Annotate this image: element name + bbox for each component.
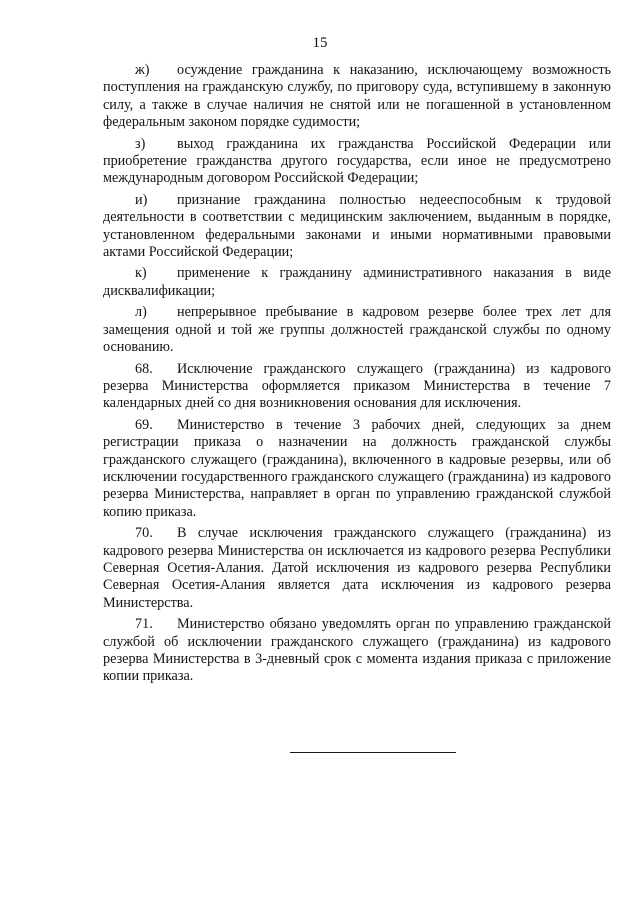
item-marker: з) (135, 135, 146, 152)
paragraph-69 (103, 417, 611, 521)
paragraph-text: осуждение гражданина к наказанию, исключающему возможность поступления на гражданскую службу, по приговору суда, вступившему в законную силу, а также в случае наличия не снятой или не погашенной в установленном федеральным законом порядке судимости; (103, 62, 611, 131)
document-body (103, 62, 611, 690)
paragraph-k (103, 265, 611, 300)
paragraph-z (103, 136, 611, 188)
paragraph-text: Министерство в течение 3 рабочих дней, следующих за днем регистрации приказа о назначении на должность гражданской службы гражданского служащего (гражданина), включенного в кадровые резервы, или об исключении государственного гражданского служащего (гражданина) из кадрового резерва Министерства, направляет в орган по управлению гражданской службой копию приказа. (103, 416, 611, 520)
paragraph-text: применение к гражданину административного наказания в виде дисквалификации; (103, 265, 611, 299)
item-marker: к) (135, 265, 147, 282)
item-marker: ж) (135, 62, 150, 78)
item-marker: л) (135, 304, 147, 321)
paragraph-text: Министерство обязано уведомлять орган по управлению гражданской службой об исключении гражданского служащего (гражданина) из кадрового резерва Министерства в 3-дневный срок с момента издания приказа с приложение копии приказа. (103, 616, 611, 685)
paragraph-text: выход гражданина их гражданства Российской Федерации или приобретение гражданства другого государства, если иное не предусмотрено международным договором Российской Федерации; (103, 135, 611, 187)
paragraph-70 (103, 525, 611, 612)
closing-divider-line (290, 752, 456, 753)
paragraph-i (103, 192, 611, 262)
paragraph-68 (103, 361, 611, 413)
item-marker: 68. (135, 360, 153, 377)
paragraph-text: непрерывное пребывание в кадровом резерве более трех лет для замещения одной и той же группы должностей гражданской службы по одному основанию. (103, 304, 611, 356)
item-marker: и) (135, 191, 148, 208)
page-number: 15 (312, 35, 328, 51)
item-marker: 71. (135, 616, 153, 633)
item-marker: 70. (135, 525, 153, 542)
paragraph-text: признание гражданина полностью недееспособным к трудовой деятельности в соответствии с медицинским заключением, выданным в порядке, установленном федеральными законами и иными нормативными правовыми актами Российской Федерации; (103, 191, 611, 261)
paragraph-l (103, 304, 611, 356)
paragraph-text: Исключение гражданского служащего (гражданина) из кадрового резерва Министерства оформляется приказом Министерства в течение 7 календарных дней со дня возникновения основания для исключения. (103, 360, 611, 412)
paragraph-text: В случае исключения гражданского служащего (гражданина) из кадрового резерва Министерства он исключается из кадрового резерва Республики Северная Осетия-Алания. Датой исключения из кадрового резерва Республики Северная Осетия-Алания является дата исключения из кадрового резерва Министерства. (103, 525, 611, 611)
item-marker: 69. (135, 416, 153, 433)
paragraph-zh (103, 62, 611, 132)
paragraph-71 (103, 616, 611, 686)
